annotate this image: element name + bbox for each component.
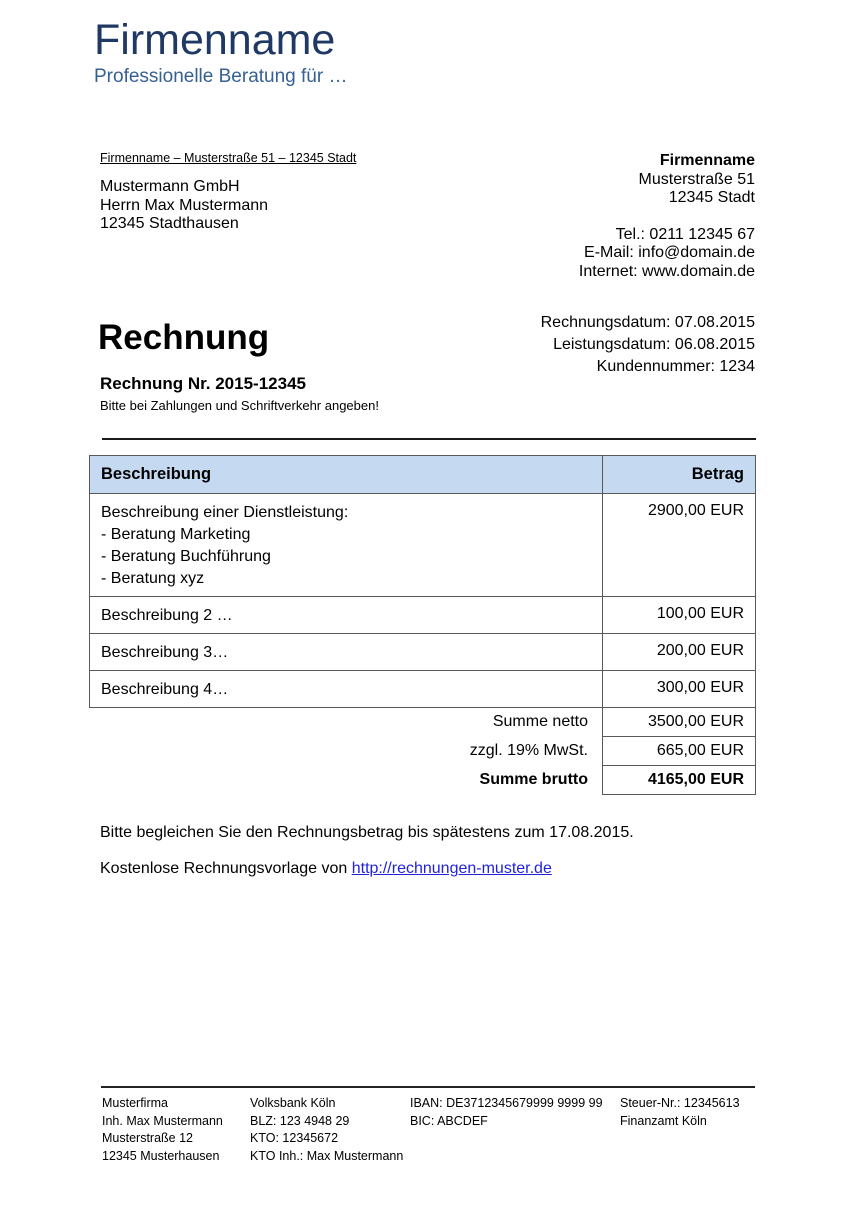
invoice-number: Rechnung Nr. 2015-12345 <box>100 374 306 393</box>
footer-line: BIC: ABCDEF <box>410 1113 488 1128</box>
total-row-mwst <box>90 737 756 766</box>
contact-street: Musterstraße 51 <box>638 170 755 188</box>
invoice-number-block <box>100 374 379 413</box>
footer-tax-column <box>620 1095 740 1130</box>
item-description-line: - Beratung xyz <box>101 570 205 587</box>
footer-line: KTO Inh.: Max Mustermann <box>250 1149 404 1164</box>
footer-line: 12345 Musterhausen <box>102 1149 220 1164</box>
contact-email: E-Mail: info@domain.de <box>584 244 755 261</box>
column-header-amount: Betrag <box>603 456 756 494</box>
total-value: 665,00 EUR <box>603 737 756 766</box>
contact-phone: Tel.: 0211 12345 67 <box>615 225 755 243</box>
company-logo-text: Firmenname <box>94 16 336 64</box>
item-amount: 2900,00 EUR <box>603 494 756 597</box>
external-link[interactable]: http://rechnungen-muster.de <box>351 860 552 877</box>
recipient-address <box>100 178 268 234</box>
item-amount: 100,00 EUR <box>603 597 756 634</box>
spacer <box>579 208 755 226</box>
total-row-netto <box>90 708 756 737</box>
footer-line: Musterstraße 12 <box>102 1131 194 1146</box>
total-value: 4165,00 EUR <box>603 766 756 795</box>
company-contact-block <box>579 152 755 281</box>
table-row <box>90 671 756 708</box>
brand-header <box>94 16 347 88</box>
item-amount: 300,00 EUR <box>603 671 756 708</box>
item-description: Beschreibung 4… <box>90 671 603 708</box>
footer-line: IBAN: DE3712345679999 9999 99 <box>410 1096 603 1110</box>
contact-website: Internet: www.domain.de <box>578 262 755 280</box>
total-label: Summe brutto <box>479 770 588 788</box>
footer-line: Volksbank Köln <box>250 1096 336 1110</box>
footer-iban-column <box>410 1095 603 1130</box>
total-row-brutto <box>90 766 756 795</box>
footer-line: Musterfirma <box>102 1096 168 1110</box>
recipient-line: Herrn Max Mustermann <box>100 196 269 214</box>
service-date: Leistungsdatum: 06.08.2015 <box>553 336 755 353</box>
item-amount: 200,00 EUR <box>603 634 756 671</box>
item-description-line: Beschreibung einer Dienstleistung: <box>101 504 349 521</box>
total-value: 3500,00 EUR <box>603 708 756 737</box>
recipient-line: 12345 Stadthausen <box>100 215 239 232</box>
footer-line: Inh. Max Mustermann <box>102 1113 223 1128</box>
template-credit-text: Kostenlose Rechnungsvorlage von <box>100 860 352 877</box>
item-description-line: - Beratung Marketing <box>101 526 251 543</box>
table-row <box>90 494 756 597</box>
column-header-description: Beschreibung <box>90 456 603 494</box>
footer-line: Finanzamt Köln <box>620 1113 707 1128</box>
customer-number: Kundennummer: 1234 <box>596 358 755 375</box>
invoice-date: Rechnungsdatum: 07.08.2015 <box>540 314 755 331</box>
template-credit-note <box>100 860 552 878</box>
recipient-line: Mustermann GmbH <box>100 178 240 195</box>
contact-city: 12345 Stadt <box>668 189 755 206</box>
footer-bank-column <box>250 1095 403 1166</box>
item-description-line: - Beratung Buchführung <box>101 548 271 565</box>
table-row <box>90 597 756 634</box>
total-label: zzgl. 19% MwSt. <box>469 741 588 759</box>
item-description: Beschreibung 2 … <box>90 597 603 634</box>
sender-address-line: Firmenname – Musterstraße 51 – 12345 Stadt <box>100 151 357 165</box>
invoice-meta-block <box>541 312 755 378</box>
footer-rule <box>101 1086 755 1088</box>
footer-company-column <box>102 1095 223 1166</box>
total-label: Summe netto <box>492 713 588 730</box>
table-header-row <box>90 456 756 494</box>
footer-line: BLZ: 123 4948 29 <box>250 1113 350 1128</box>
footer-line: Steuer-Nr.: 12345613 <box>620 1096 740 1110</box>
items-table <box>89 455 756 795</box>
item-description: Beschreibung 3… <box>90 634 603 671</box>
divider-rule <box>102 438 756 440</box>
item-description <box>90 494 603 597</box>
page-title: Rechnung <box>98 318 270 357</box>
invoice-number-note: Bitte bei Zahlungen und Schriftverkehr angeben! <box>100 398 379 413</box>
payment-due-note: Bitte begleichen Sie den Rechnungsbetrag bis spätestens zum 17.08.2015. <box>100 824 634 841</box>
company-tagline: Professionelle Beratung für … <box>94 66 348 87</box>
footer-line: KTO: 12345672 <box>250 1131 339 1146</box>
table-row <box>90 634 756 671</box>
contact-company-name: Firmenname <box>659 152 755 169</box>
